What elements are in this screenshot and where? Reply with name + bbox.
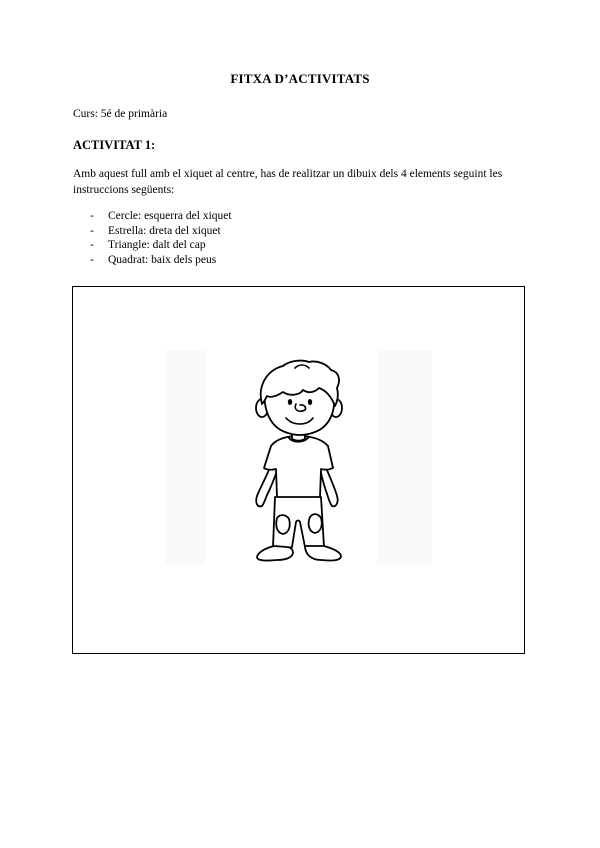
right-arm — [320, 465, 338, 506]
task-item-circle — [90, 209, 232, 224]
instructions-paragraph: Amb aquest full amb el xiquet al centre, has de realitzar un dibuix dels 4 elements seguint les instruccions següents: — [73, 168, 503, 196]
list-dash: - — [90, 253, 94, 266]
shirt — [264, 436, 333, 499]
background-panel-left — [165, 350, 205, 565]
task-item-triangle — [90, 238, 232, 253]
task-list — [90, 209, 232, 267]
page-title: FITXA D’ACTIVITATS — [230, 71, 370, 86]
list-dash: - — [90, 210, 94, 222]
task-text: Quadrat: baix dels peus — [108, 253, 217, 266]
list-dash: - — [90, 239, 94, 251]
task-item-square — [90, 253, 232, 268]
activity-heading: ACTIVITAT 1: — [73, 138, 156, 152]
task-text: Estrella: dreta del xiquet — [108, 224, 221, 237]
course-line: Curs: 5é de primària — [73, 108, 168, 120]
task-item-star — [90, 224, 232, 239]
right-shoe — [305, 546, 341, 561]
left-shoe — [257, 546, 293, 561]
background-panel-right — [377, 350, 432, 565]
right-knee-patch — [309, 514, 322, 533]
list-dash: - — [90, 224, 94, 237]
task-text: Cercle: esquerra del xiquet — [108, 210, 232, 222]
task-text: Triangle: dalt del cap — [108, 239, 206, 251]
right-eye — [308, 399, 312, 405]
left-eye — [288, 399, 292, 405]
left-knee-patch — [276, 515, 290, 534]
drawing-area[interactable] — [72, 286, 525, 654]
boy-illustration — [165, 350, 435, 565]
